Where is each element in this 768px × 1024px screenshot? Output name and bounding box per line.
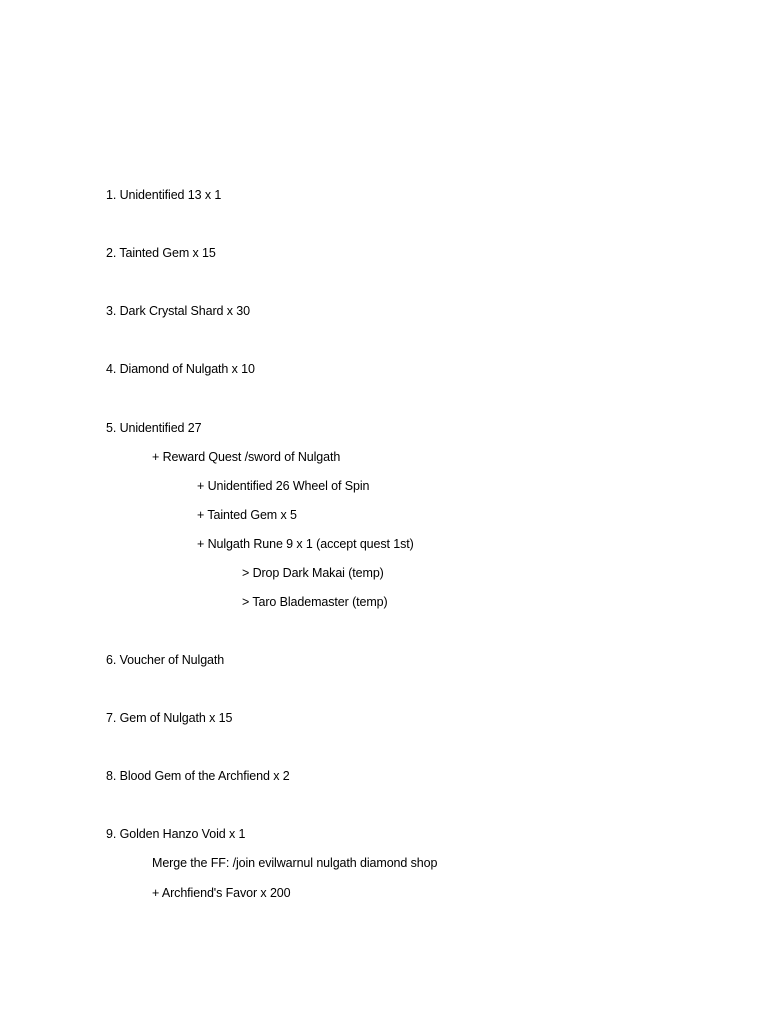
sub-item-taro-blademaster: > Taro Blademaster (temp)	[242, 595, 388, 609]
sub-item-drop-dark-makai: > Drop Dark Makai (temp)	[242, 566, 384, 580]
list-item-8: 8. Blood Gem of the Archfiend x 2	[106, 769, 290, 783]
list-item-5: 5. Unidentified 27	[106, 421, 202, 435]
list-item-4: 4. Diamond of Nulgath x 10	[106, 362, 255, 376]
list-item-6: 6. Voucher of Nulgath	[106, 653, 225, 667]
sub-item-reward-quest: + Reward Quest /sword of Nulgath	[152, 450, 341, 464]
list-item-2: 2. Tainted Gem x 15	[106, 246, 216, 260]
sub-item-unidentified-26: + Unidentified 26 Wheel of Spin	[197, 479, 370, 493]
list-item-9: 9. Golden Hanzo Void x 1	[106, 827, 246, 841]
list-item-1: 1. Unidentified 13 x 1	[106, 188, 222, 202]
list-item-3: 3. Dark Crystal Shard x 30	[106, 304, 250, 318]
sub-item-merge-instructions: Merge the FF: /join evilwarnul nulgath diamond shop	[152, 856, 438, 870]
list-item-7: 7. Gem of Nulgath x 15	[106, 711, 233, 725]
sub-item-tainted-gem: + Tainted Gem x 5	[197, 508, 297, 522]
sub-item-archfiend-favor: + Archfiend's Favor x 200	[152, 886, 291, 900]
sub-item-nulgath-rune: + Nulgath Rune 9 x 1 (accept quest 1st)	[197, 537, 414, 551]
